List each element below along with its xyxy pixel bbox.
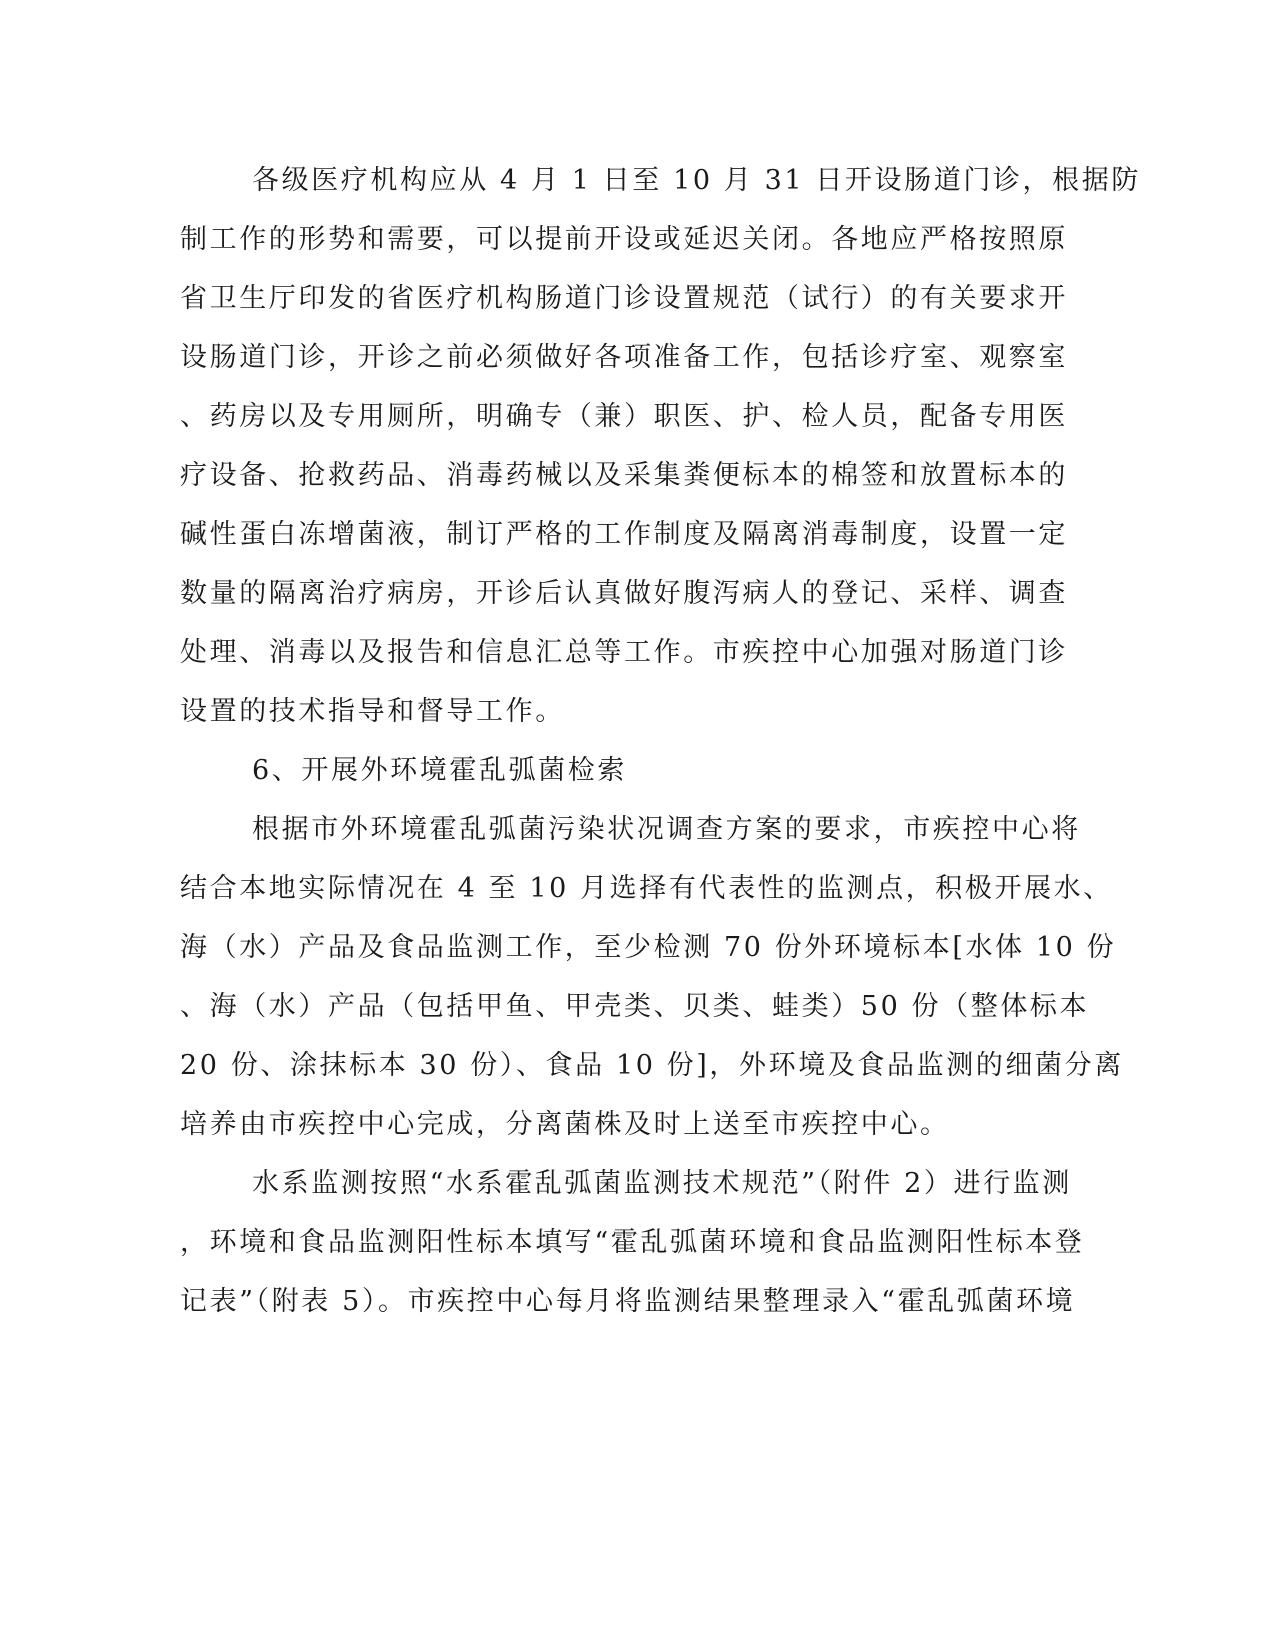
paragraph-line: 根据市外环境霍乱弧菌污染状况调查方案的要求，市疾控中心将 [252,814,1081,845]
paragraph-line: 疗设备、抢救药品、消毒药械以及采集粪便标本的棉签和放置标本的 [180,460,1068,491]
paragraph-line: 设置的技术指导和督导工作。 [180,696,565,727]
document-body [180,159,1141,1339]
paragraph-line: 碱性蛋白冻增菌液，制订严格的工作制度及隔离消毒制度，设置一定 [180,519,1068,550]
paragraph-line: 制工作的形势和需要，可以提前开设或延迟关闭。各地应严格按照原 [180,224,1068,255]
paragraph-line: 各级医疗机构应从 4 月 1 日至 10 月 31 日开设肠道门诊，根据防 [252,165,1141,196]
paragraph-intestinal-clinic [180,159,1141,749]
paragraph-line: 数量的隔离治疗病房，开诊后认真做好腹泻病人的登记、采样、调查 [180,578,1068,609]
paragraph-line: 设肠道门诊，开诊之前必须做好各项准备工作，包括诊疗室、观察室 [180,342,1068,373]
paragraph-line: 处理、消毒以及报告和信息汇总等工作。市疾控中心加强对肠道门诊 [180,637,1068,668]
paragraph-line: 结合本地实际情况在 4 至 10 月选择有代表性的监测点，积极开展水、 [180,873,1113,904]
paragraph-line: 海（水）产品及食品监测工作，至少检测 70 份外环境标本[水体 10 份 [180,932,1117,963]
paragraph-line: 培养由市疾控中心完成，分离菌株及时上送至市疾控中心。 [180,1109,950,1140]
paragraph-line: 水系监测按照“水系霍乱弧菌监测技术规范”（附件 2）进行监测 [252,1168,1072,1199]
paragraph-line: 、海（水）产品（包括甲鱼、甲壳类、贝类、蛙类）50 份（整体标本 [180,991,1090,1022]
paragraph-line: 、药房以及专用厕所，明确专（兼）职医、护、检人员，配备专用医 [180,401,1068,432]
paragraph-line: 记表”（附表 5）。市疾控中心每月将监测结果整理录入“霍乱弧菌环境 [180,1286,1076,1317]
paragraph-environment-monitoring [180,808,1124,1162]
paragraph-line: 省卫生厅印发的省医疗机构肠道门诊设置规范（试行）的有关要求开 [180,283,1068,314]
paragraph-line: ，环境和食品监测阳性标本填写“霍乱弧菌环境和食品监测阳性标本登 [180,1227,1085,1258]
section-heading: 6、开展外环境霍乱弧菌检索 [252,755,627,786]
paragraph-line: 20 份、涂抹标本 30 份）、食品 10 份]，外环境及食品监测的细菌分离 [180,1050,1124,1081]
paragraph-water-system-monitoring [180,1162,1085,1339]
